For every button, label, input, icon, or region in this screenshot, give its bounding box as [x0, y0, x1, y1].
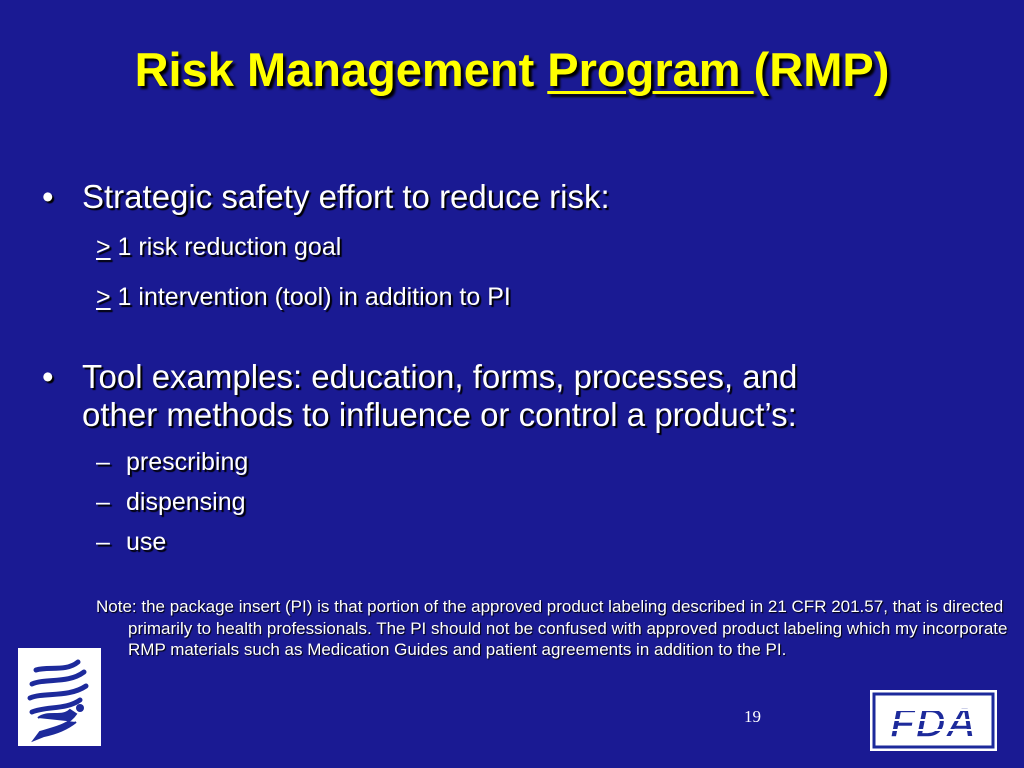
- dash-marker: –: [96, 488, 110, 516]
- title-part-3: (RMP): [753, 43, 890, 96]
- fda-logo: [870, 690, 997, 751]
- dash-marker: –: [96, 448, 110, 476]
- subitem-dispensing: dispensing: [126, 488, 246, 516]
- dash-marker: –: [96, 528, 110, 556]
- bullet-2-line-1: Tool examples: education, forms, processes, and: [82, 358, 798, 395]
- fda-logo-text: FDA: [889, 699, 977, 746]
- bullet-1-text: Strategic safety effort to reduce risk:: [82, 178, 610, 215]
- hhs-logo: [18, 648, 101, 746]
- subitem-1: [96, 233, 341, 262]
- bullet-marker: •: [42, 178, 54, 215]
- slide-title: [0, 42, 1024, 97]
- greater-equal-symbol: >: [96, 283, 111, 311]
- title-part-2: Program: [547, 43, 754, 96]
- bullet-marker: •: [42, 358, 54, 395]
- hhs-eagle-icon: [18, 648, 101, 746]
- subitem-2: [96, 283, 511, 312]
- bullet-2-line-2: other methods to influence or control a product’s:: [82, 396, 797, 433]
- greater-equal-symbol: >: [96, 233, 111, 261]
- title-part-1: Risk Management: [134, 43, 548, 96]
- subitem-2-text: 1 intervention (tool) in addition to PI: [110, 283, 511, 311]
- footnote: Note: the package insert (PI) is that portion of the approved product labeling described in 21 CFR 201.57, that is directed primarily to health professionals. The PI should not be confused with approved product labeling which my incorporate RMP materials such as Medication Guides and patient agreements in addition to the PI.: [96, 597, 1008, 659]
- subitem-use: use: [126, 528, 167, 556]
- fda-logo-icon: [870, 690, 997, 751]
- subitem-prescribing: prescribing: [126, 448, 249, 476]
- page-number: 19: [744, 707, 761, 726]
- subitem-1-text: 1 risk reduction goal: [110, 233, 342, 261]
